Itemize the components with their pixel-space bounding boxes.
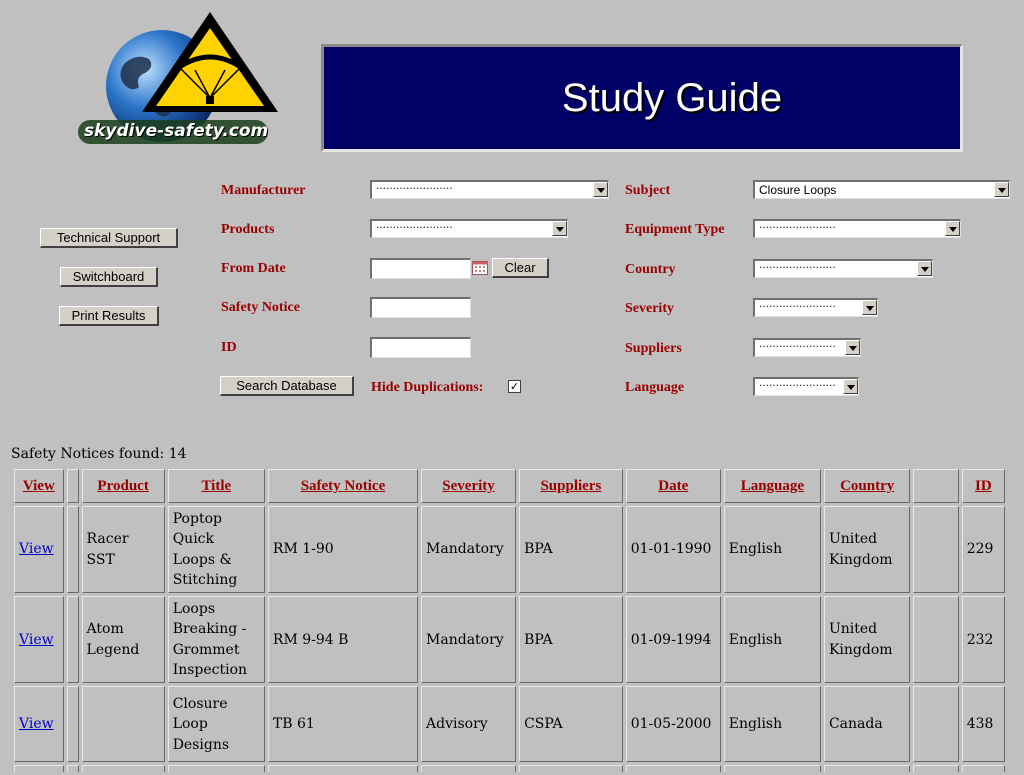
table-cell-title: Loops Breaking - Grommet Inspection	[168, 596, 265, 683]
column-header-country[interactable]: Country	[824, 469, 910, 503]
manufacturer-label: Manufacturer	[221, 183, 306, 198]
safety-notice-label: Safety Notice	[221, 300, 300, 315]
column-header-date[interactable]: Date	[626, 469, 721, 503]
clear-date-button[interactable]: Clear	[492, 258, 549, 278]
table-cell-safety-notice: RM 9-94 B	[268, 596, 418, 683]
language-label: Language	[625, 380, 685, 395]
table-cell-severity: Mandatory	[421, 596, 516, 683]
table-cell-blank-2	[913, 506, 958, 593]
column-header-blank	[67, 469, 79, 503]
severity-label: Severity	[625, 301, 674, 316]
chevron-down-icon[interactable]	[994, 182, 1009, 197]
chevron-down-icon[interactable]	[552, 221, 567, 236]
table-cell-severity: Mandatory	[421, 506, 516, 593]
switchboard-button[interactable]: Switchboard	[60, 267, 158, 287]
table-cell-blank	[67, 506, 79, 593]
hide-duplications-label: Hide Duplications:	[371, 380, 484, 395]
results-count: Safety Notices found: 14	[11, 446, 187, 462]
view-link[interactable]: View	[19, 631, 54, 648]
language-select[interactable]: .......................	[753, 377, 859, 396]
table-cell-supplier: CSPA	[519, 686, 623, 762]
products-label: Products	[221, 222, 275, 237]
hide-duplications-checkbox[interactable]: ✓	[509, 380, 520, 393]
table-cell-blank	[67, 596, 79, 683]
severity-select[interactable]: .......................	[753, 298, 878, 317]
table-cell-country: Canada	[824, 686, 910, 762]
table-cell-id: 229	[962, 506, 1005, 593]
view-link[interactable]: View	[19, 541, 54, 558]
table-cell-language: English	[724, 506, 821, 593]
column-header-id[interactable]: ID	[962, 469, 1005, 503]
chevron-down-icon[interactable]	[593, 182, 608, 197]
column-header-suppliers[interactable]: Suppliers	[519, 469, 623, 503]
table-cell-supplier: BPA	[519, 506, 623, 593]
column-header-title[interactable]: Title	[168, 469, 265, 503]
column-header-blank-2	[913, 469, 958, 503]
table-cell-id: 232	[962, 596, 1005, 683]
column-header-view[interactable]: View	[14, 469, 64, 503]
table-cell-product: Atom Legend	[82, 596, 165, 683]
subject-label: Subject	[625, 183, 671, 198]
logo-text: skydive-safety.com	[84, 121, 269, 141]
suppliers-select[interactable]: .......................	[753, 338, 861, 357]
table-cell-blank-2	[913, 596, 958, 683]
table-cell-date: 01-09-1994	[626, 596, 721, 683]
table-header-row	[14, 469, 1005, 503]
table-cell-severity: Advisory	[421, 686, 516, 762]
table-row	[14, 596, 1005, 683]
table-row	[14, 506, 1005, 593]
table-cell-language: English	[724, 686, 821, 762]
table-cell-id: 438	[962, 686, 1005, 762]
search-database-button[interactable]: Search Database	[220, 376, 354, 396]
table-cell-safety-notice: TB 61	[268, 686, 418, 762]
id-input[interactable]	[370, 337, 471, 358]
table-cell-language: English	[724, 596, 821, 683]
products-select[interactable]: .......................	[370, 219, 568, 238]
equipment-type-label: Equipment Type	[625, 222, 725, 237]
technical-support-button[interactable]: Technical Support	[40, 228, 178, 248]
suppliers-label: Suppliers	[625, 341, 682, 356]
chevron-down-icon[interactable]	[917, 261, 932, 276]
column-header-language[interactable]: Language	[724, 469, 821, 503]
table-cell-country: United Kingdom	[824, 596, 910, 683]
table-cell-blank-2	[913, 686, 958, 762]
table-cell-country: United Kingdom	[824, 506, 910, 593]
table-cell-product: Racer SST	[82, 506, 165, 593]
calendar-icon[interactable]	[472, 260, 488, 274]
country-select[interactable]: .......................	[753, 259, 933, 278]
manufacturer-select[interactable]: .......................	[370, 180, 609, 199]
subject-select[interactable]: Closure Loops	[753, 180, 1010, 199]
table-row	[14, 686, 1005, 762]
chevron-down-icon[interactable]	[945, 221, 960, 236]
chevron-down-icon[interactable]	[845, 340, 860, 355]
safety-notice-input[interactable]	[370, 297, 471, 318]
equipment-type-select[interactable]: .......................	[753, 219, 961, 238]
column-header-severity[interactable]: Severity	[421, 469, 516, 503]
page-title: Study Guide	[561, 75, 783, 120]
chevron-down-icon[interactable]	[862, 300, 877, 315]
id-label: ID	[221, 340, 237, 355]
skydive-safety-logo	[70, 8, 280, 158]
study-guide-banner	[321, 44, 963, 152]
table-cell-safety-notice: RM 1-90	[268, 506, 418, 593]
results-table	[11, 466, 1008, 775]
table-cell-title: Closure Loop Designs	[168, 686, 265, 762]
table-cell-supplier: BPA	[519, 596, 623, 683]
from-date-label: From Date	[221, 261, 286, 276]
print-results-button[interactable]: Print Results	[59, 306, 159, 326]
from-date-input[interactable]	[370, 258, 471, 279]
view-link[interactable]: View	[19, 716, 54, 733]
table-row-partial	[14, 765, 1005, 772]
column-header-safety-notice[interactable]: Safety Notice	[268, 469, 418, 503]
chevron-down-icon[interactable]	[843, 379, 858, 394]
table-cell-title: Poptop Quick Loops & Stitching	[168, 506, 265, 593]
table-cell-blank	[67, 686, 79, 762]
table-cell-product	[82, 686, 165, 762]
table-cell-date: 01-05-2000	[626, 686, 721, 762]
country-label: Country	[625, 262, 676, 277]
column-header-product[interactable]: Product	[82, 469, 165, 503]
table-cell-date: 01-01-1990	[626, 506, 721, 593]
